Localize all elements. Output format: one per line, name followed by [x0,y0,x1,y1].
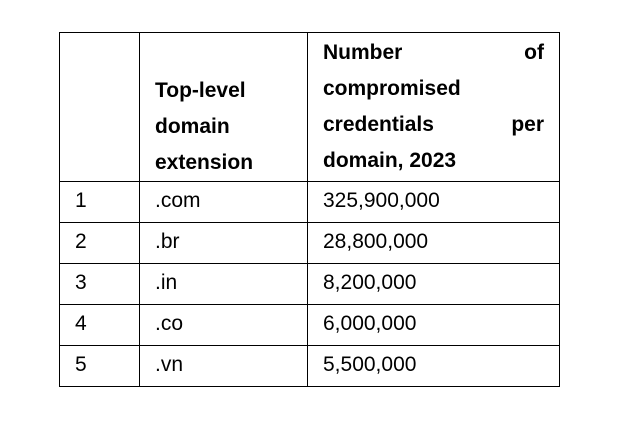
rank-cell: 5 [60,346,140,387]
table-row [60,305,560,346]
header-count-label: Number of compromised credentials per domain, 2023 [323,41,544,172]
count-cell: 325,900,000 [308,182,560,223]
tld-cell: .in [140,264,308,305]
table-row [60,264,560,305]
header-count [308,33,560,182]
tld-cell: .vn [140,346,308,387]
count-cell: 6,000,000 [308,305,560,346]
count-cell: 8,200,000 [308,264,560,305]
table-row [60,182,560,223]
tld-cell: .co [140,305,308,346]
tld-cell: .com [140,182,308,223]
header-tld [140,33,308,182]
rank-cell: 1 [60,182,140,223]
rank-cell: 4 [60,305,140,346]
table-row [60,346,560,387]
count-cell: 28,800,000 [308,223,560,264]
credentials-table [59,32,560,387]
header-rank [60,33,140,182]
table-row [60,223,560,264]
header-tld-label: Top-level domain extension [155,79,254,174]
rank-cell: 2 [60,223,140,264]
rank-cell: 3 [60,264,140,305]
tld-cell: .br [140,223,308,264]
count-cell: 5,500,000 [308,346,560,387]
table-header-row [60,33,560,182]
